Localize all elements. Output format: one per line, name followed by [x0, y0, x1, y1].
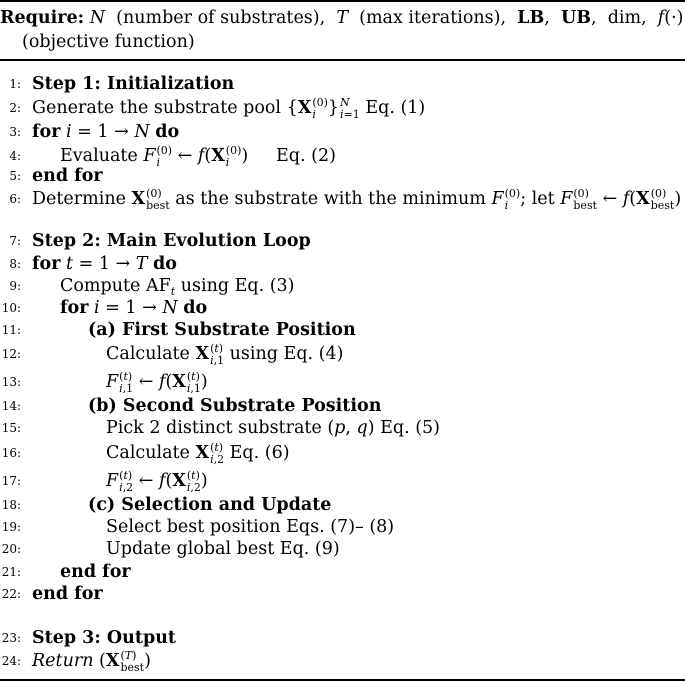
line-number: 3: [9, 125, 21, 139]
line-number: 8: [9, 257, 21, 271]
line-number: 24: [1, 654, 21, 668]
line-number: 5: [9, 169, 21, 183]
line-number: 11: [1, 323, 21, 337]
line-number: 18: [1, 498, 21, 512]
require-block: Require: N (number of substrates), T (max iterations), LB, UB, dim, f(·) (objective function) [0, 8, 684, 52]
line-number: 9: [9, 279, 21, 293]
line-number: 23: [1, 631, 21, 645]
line-number: 7: [9, 234, 21, 248]
require-text [0, 0, 1, 1]
header-rule [0, 59, 685, 61]
require-label: Require: [0, 8, 85, 28]
bottom-rule [0, 679, 685, 681]
top-rule [0, 0, 685, 2]
line-number: 15: [1, 421, 21, 435]
line-number: 20: [1, 542, 21, 556]
line-number: 12: [1, 347, 21, 361]
line-number: 13: [1, 375, 21, 389]
line-number: 4: [9, 149, 21, 163]
line-number: 1: [9, 77, 21, 91]
line-number: 10: [1, 301, 21, 315]
line-number: 2: [9, 101, 21, 115]
line-number: 22: [1, 587, 21, 601]
line-number: 6: [9, 192, 21, 206]
line-number: 14: [1, 399, 21, 413]
line-number: 19: [1, 520, 21, 534]
line-number: 17: [1, 474, 21, 488]
line-number: 21: [1, 565, 21, 579]
line-number: 16: [1, 446, 21, 460]
